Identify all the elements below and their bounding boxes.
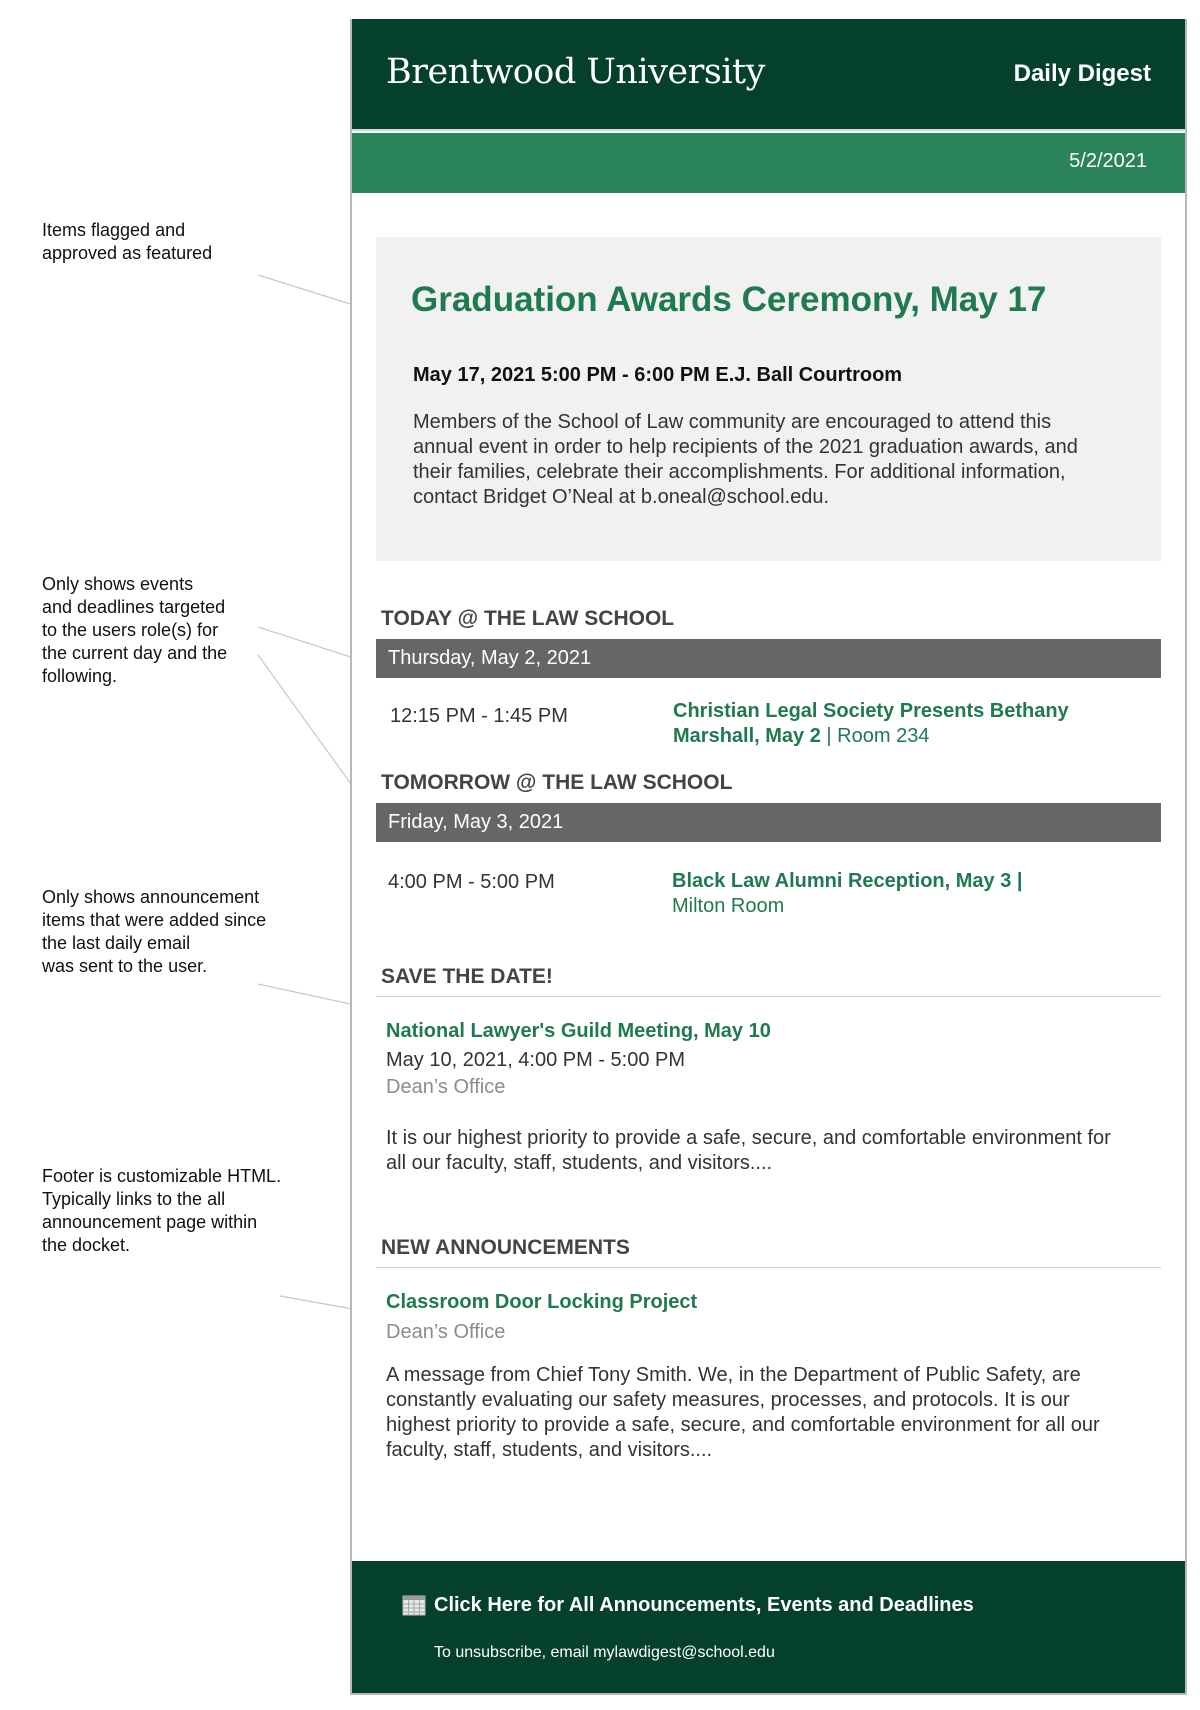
tomorrow-heading: TOMORROW @ THE LAW SCHOOL	[381, 771, 733, 794]
annotation-featured: Items flagged and approved as featured	[42, 220, 213, 263]
annotation-announcements: Only shows announcement items that were added since the last daily email was sent to the user.	[42, 887, 267, 976]
tomorrow-event-name[interactable]: Black Law Alumni Reception, May 3 |	[672, 870, 1023, 892]
save-the-date-datetime: May 10, 2021, 4:00 PM - 5:00 PM	[386, 1049, 686, 1071]
unsubscribe-text: To unsubscribe, email mylawdigest@school.edu	[434, 1644, 775, 1661]
leader-announcements	[258, 984, 364, 1007]
date-bar	[352, 133, 1185, 193]
save-the-date-title[interactable]: National Lawyer's Guild Meeting, May 10	[386, 1020, 771, 1042]
tomorrow-event-title[interactable]	[672, 869, 1092, 919]
today-event-title[interactable]	[673, 699, 1093, 749]
tomorrow-day: Friday, May 3, 2021	[388, 811, 564, 833]
leader-featured	[258, 275, 360, 307]
save-the-date-body: It is our highest priority to provide a safe, secure, and comfortable environment for all our faculty, staff, students, and visitors....	[386, 1127, 1111, 1174]
save-the-date-heading: SAVE THE DATE!	[381, 965, 553, 988]
annotation-footer: Footer is customizable HTML. Typically links to the all announcement page within the docket.	[42, 1166, 282, 1255]
announcement-body: A message from Chief Tony Smith. We, in the Department of Public Safety, are constantly evaluating our safety measures, processes, and protocols. It is our highest priority to provide a safe, secure, and comfortable environment for all our faculty, staff, students, and visitors....	[386, 1364, 1100, 1461]
university-brand: Brentwood University	[386, 52, 765, 92]
announcement-title[interactable]: Classroom Door Locking Project	[386, 1291, 698, 1313]
featured-body: Members of the School of Law community are encouraged to attend this annual event in order to help recipients of the 2021 graduation awards, and their families, celebrate their accomplishments. For additional information, contact Bridget O’Neal at b.oneal@school.edu.	[413, 411, 1078, 508]
save-the-date-org: Dean’s Office	[386, 1076, 506, 1098]
save-the-date-divider	[376, 996, 1161, 997]
today-event-name[interactable]: Christian Legal Society Presents Bethany Marshall, May 2	[673, 700, 1069, 747]
annotation-events: Only shows events and deadlines targeted to the users role(s) for the current day and the following.	[42, 574, 228, 686]
announcement-org: Dean’s Office	[386, 1321, 506, 1343]
email-digest	[350, 19, 1187, 1695]
featured-meta: May 17, 2021 5:00 PM - 6:00 PM E.J. Ball Courtroom	[413, 364, 903, 386]
all-announcements-link[interactable]	[402, 1593, 974, 1617]
today-day: Thursday, May 2, 2021	[388, 647, 592, 669]
digest-title: Daily Digest	[1013, 60, 1151, 87]
tomorrow-event-time: 4:00 PM - 5:00 PM	[388, 871, 555, 893]
featured-item	[376, 237, 1161, 561]
today-day-bar	[376, 639, 1161, 678]
all-announcements-label[interactable]: Click Here for All Announcements, Events and Deadlines	[434, 1593, 974, 1616]
email-footer	[352, 1561, 1185, 1693]
announcements-heading: NEW ANNOUNCEMENTS	[381, 1236, 630, 1259]
tomorrow-event-location: Milton Room	[672, 895, 785, 917]
digest-date: 5/2/2021	[1069, 150, 1147, 172]
tomorrow-day-bar	[376, 803, 1161, 842]
featured-title[interactable]: Graduation Awards Ceremony, May 17	[411, 280, 1047, 319]
email-header	[352, 19, 1185, 131]
announcements-divider	[376, 1267, 1161, 1268]
calendar-icon	[402, 1593, 426, 1617]
today-event-time: 12:15 PM - 1:45 PM	[390, 705, 568, 727]
today-heading: TODAY @ THE LAW SCHOOL	[381, 607, 675, 630]
today-event-location: | Room 234	[826, 725, 930, 747]
